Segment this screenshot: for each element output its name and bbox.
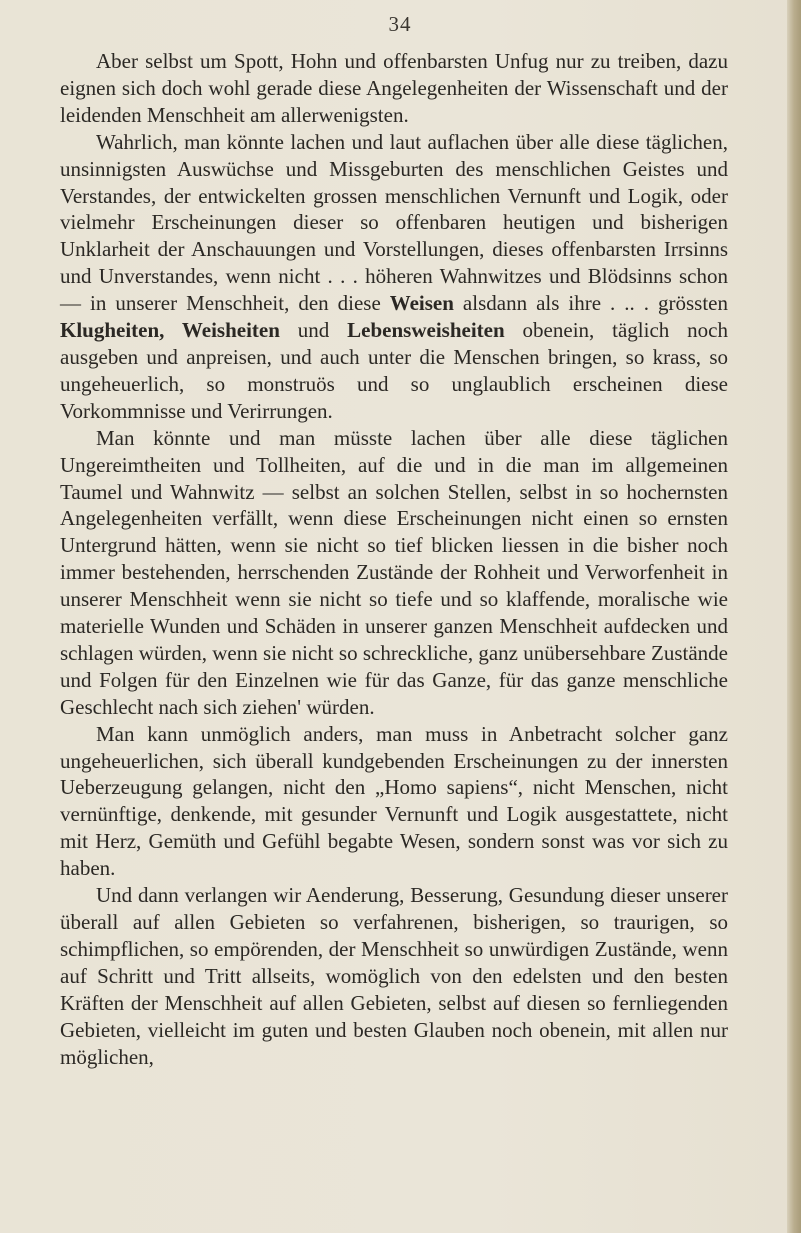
page-number: 34 <box>388 12 412 36</box>
paragraph-2-part-e: und <box>279 318 348 343</box>
page-edge <box>787 0 801 1233</box>
paragraph-3: Man könnte und man müsste lachen über alle diese täglichen Ungereimtheiten und Tollheiten, auf die und in die man im allgemeinen Taumel und Wahnwitz — selbst an solchen Stellen, selbst in so hochernsten Angelegenheiten verfällt, wenn diese Erscheinungen nicht einen so ernsten Untergrund hätten, wenn sie nicht so tief blicken liessen in die bisher noch immer bestehenden, herrschenden Zustände der Rohheit und Verworfenheit in unserer Menschheit wenn sie nicht so tiefe und so klaffende, moralische wie materielle Wunden und Schäden in unserer ganzen Menschheit aufdecken und schlagen würden, wenn sie nicht so schreckliche, ganz unübersehbare Zustände und Folgen für den Einzelnen wie für das Ganze, für das ganze menschliche Geschlecht nach sich ziehen' würden. <box>60 425 728 719</box>
paragraph-2-part-g: obenein, täglich noch ausgeben und anpreisen, und auch unter die Menschen bringen, so krass, so ungeheuerlich, so monstruös und so unglaublich erscheinen diese Vorkommnisse und Verirrungen. <box>60 318 728 423</box>
paragraph-5: Und dann verlangen wir Aenderung, Besserung, Gesundung dieser unserer überall auf allen Gebieten so verfahrenen, bisherigen, so traurigen, so schimpflichen, so empörenden, der Menschheit so unwürdigen Zustände, wenn auf Schritt und Tritt allseits, womöglich von den edelsten und den besten Kräften der Menschheit auf allen Gebieten, selbst auf diesen so fernliegenden Gebieten, vielleicht im guten und besten Glauben noch obenein, mit allen nur möglichen, <box>60 883 728 1069</box>
paragraph-1: Aber selbst um Spott, Hohn und offenbarsten Unfug nur zu treiben, dazu eignen sich doch wohl gerade diese Angelegenheiten der Wissenschaft und der leidenden Menschheit am allerwenigsten. <box>60 49 728 127</box>
paragraph-2 <box>60 129 728 425</box>
emphasis-klugheiten: Klugheiten, Weisheiten <box>60 318 280 343</box>
paragraph-2-part-a: Wahrlich, man könnte lachen und laut auflachen über alle diese täglichen, unsinnigsten Auswüchse und Missgeburten des menschlichen Geistes und Verstandes, der entwickelten grossen menschlichen Vernunft und Logik, oder vielmehr Erscheinungen dieser so offenbaren heutigen und bisherigen Unklarheit der Anschauungen und Vorstellungen, dieses offenbarsten Irrsinns und Unverstandes, wenn nicht . . . höheren Wahnwitzes und Blödsinns schon — in unserer Menschheit, den diese <box>60 129 728 316</box>
emphasis-lebensweisheiten: Lebensweisheiten <box>347 318 505 343</box>
paragraph-4: Man kann unmöglich anders, man muss in Anbetracht solcher ganz ungeheuerlichen, sich überall kundgebenden Erscheinungen zu der innersten Ueberzeugung gelangen, nicht den „Homo sapiens“, nicht Menschen, nicht vernünftige, denkende, mit gesunder Vernunft und Logik ausgestattete, nicht mit Herz, Gemüth und Gefühl begabte Wesen, sondern sonst was vor sich zu haben. <box>60 721 728 881</box>
emphasis-weisen: Weisen <box>389 291 454 316</box>
paragraph-2-part-c: alsdann als ihre . .. . grössten <box>453 291 728 316</box>
body-text <box>60 48 728 1070</box>
